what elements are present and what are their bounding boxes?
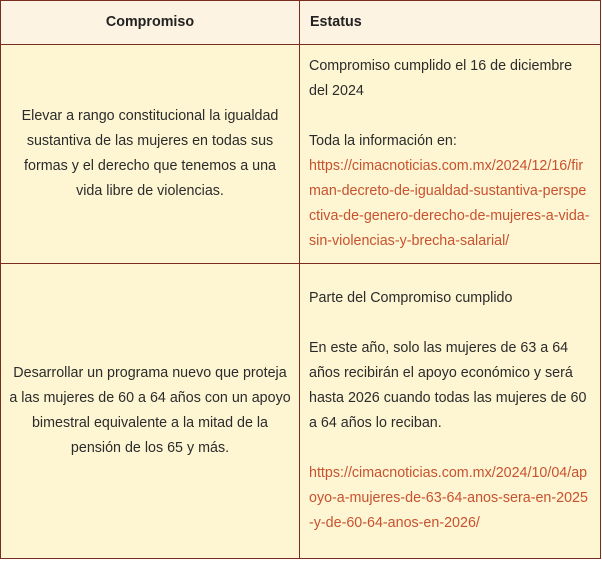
status-cell (300, 264, 601, 559)
status-link[interactable]: https://cimacnoticias.com.mx/2024/10/04/apoyo-a-mujeres-de-63-64-anos-sera-en-2025-y-de-60-64-anos-en-2026/ (309, 465, 588, 531)
status-text: Compromiso cumplido el 16 de diciembre del 2024 (309, 58, 573, 99)
header-commitment: Compromiso (1, 1, 300, 45)
commitment-text: Elevar a rango constitucional la igualdad sustantiva de las mujeres en todas sus formas y el derecho que tenemos a una vida libre de violencias. (21, 108, 279, 199)
table-row (1, 264, 601, 559)
commitment-cell (1, 45, 300, 264)
status-link[interactable]: https://cimacnoticias.com.mx/2024/12/16/firman-decreto-de-igualdad-sustantiva-perspectiva-de-genero-derecho-de-mujeres-a-vida-sin-violencias-y-brecha-salarial/ (309, 158, 590, 249)
commitment-text: Desarrollar un programa nuevo que proteja a las mujeres de 60 a 64 años con un apoyo bimestral equivalente a la mitad de la pensión de los 65 y más. (9, 365, 291, 456)
status-note: Toda la información en: (309, 133, 457, 149)
header-status: Estatus (300, 1, 601, 45)
status-text: Parte del Compromiso cumplido (309, 290, 513, 306)
status-note: En este año, solo las mujeres de 63 a 64 años recibirán el apoyo económico y será hasta 2026 cuando todas las mujeres de 60 a 64 años lo reciban. (309, 340, 587, 431)
table-row (1, 45, 601, 264)
header-row (1, 1, 601, 45)
status-cell (300, 45, 601, 264)
commitment-cell (1, 264, 300, 559)
